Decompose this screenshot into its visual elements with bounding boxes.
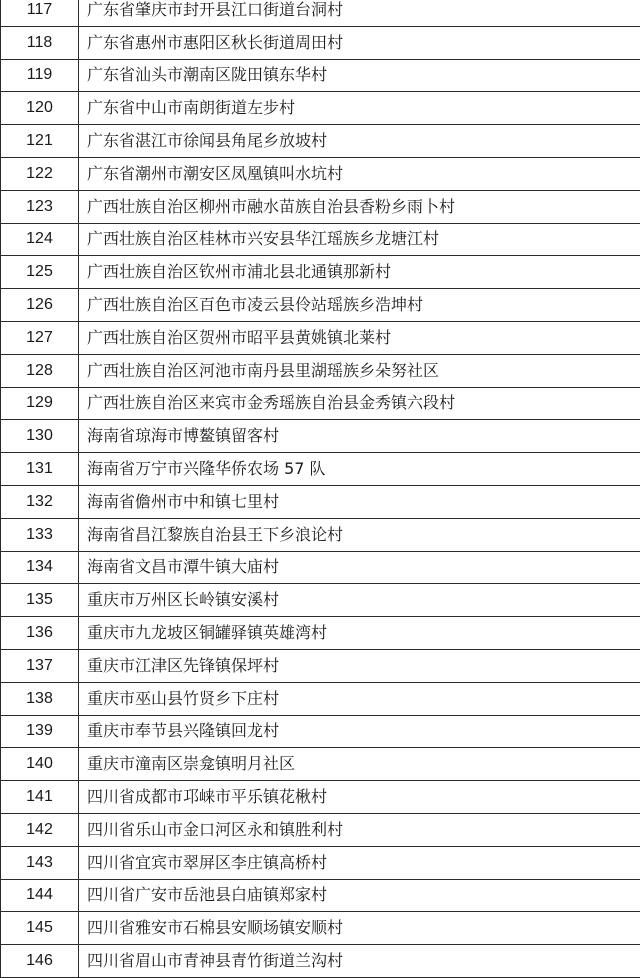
table-row [1,157,640,190]
row-number: 138 [1,682,79,715]
table-row [1,551,640,584]
table-row [1,682,640,715]
village-name: 重庆市奉节县兴隆镇回龙村 [79,715,640,748]
village-name: 重庆市江津区先锋镇保坪村 [79,649,640,682]
village-name: 广西壮族自治区来宾市金秀瑶族自治县金秀镇六段村 [79,387,640,420]
row-number: 122 [1,157,79,190]
row-number: 144 [1,879,79,912]
row-number: 141 [1,781,79,814]
table-row [1,420,640,453]
table-row [1,715,640,748]
row-number: 128 [1,354,79,387]
table-row [1,59,640,92]
village-name: 四川省雅安市石棉县安顺场镇安顺村 [79,912,640,945]
village-name: 四川省乐山市金口河区永和镇胜利村 [79,813,640,846]
table-row [1,912,640,945]
row-number: 142 [1,813,79,846]
village-name: 四川省广安市岳池县白庙镇郑家村 [79,879,640,912]
row-number: 137 [1,649,79,682]
village-name: 广西壮族自治区柳州市融水苗族自治县香粉乡雨卜村 [79,190,640,223]
table-row [1,846,640,879]
village-name: 广西壮族自治区贺州市昭平县黄姚镇北莱村 [79,321,640,354]
row-number: 120 [1,92,79,125]
table-row [1,223,640,256]
village-name: 海南省昌江黎族自治县王下乡浪论村 [79,518,640,551]
table-row [1,518,640,551]
row-number: 132 [1,485,79,518]
row-number: 126 [1,289,79,322]
row-number: 117 [1,0,79,26]
table-row [1,256,640,289]
row-number: 131 [1,453,79,486]
village-name: 四川省眉山市青神县青竹街道兰沟村 [79,945,640,978]
row-number: 140 [1,748,79,781]
table-row [1,485,640,518]
table-row [1,879,640,912]
village-name: 重庆市巫山县竹贤乡下庄村 [79,682,640,715]
table-row [1,584,640,617]
village-name: 海南省儋州市中和镇七里村 [79,485,640,518]
village-name: 广东省汕头市潮南区陇田镇东华村 [79,59,640,92]
row-number: 119 [1,59,79,92]
row-number: 143 [1,846,79,879]
row-number: 127 [1,321,79,354]
row-number: 118 [1,26,79,59]
table-row [1,26,640,59]
row-number: 145 [1,912,79,945]
village-name: 重庆市九龙坡区铜罐驿镇英雄湾村 [79,617,640,650]
row-number: 133 [1,518,79,551]
village-name: 广东省中山市南朗街道左步村 [79,92,640,125]
row-number: 146 [1,945,79,978]
village-name: 广西壮族自治区河池市南丹县里湖瑶族乡朵努社区 [79,354,640,387]
village-name: 四川省宜宾市翠屏区李庄镇高桥村 [79,846,640,879]
village-name: 广东省惠州市惠阳区秋长街道周田村 [79,26,640,59]
row-number: 121 [1,125,79,158]
village-name: 海南省文昌市潭牛镇大庙村 [79,551,640,584]
table-row [1,617,640,650]
village-name: 广东省肇庆市封开县江口街道台洞村 [79,0,640,26]
row-number: 123 [1,190,79,223]
table-row [1,748,640,781]
village-name: 广东省湛江市徐闻县角尾乡放坡村 [79,125,640,158]
village-name: 广西壮族自治区钦州市浦北县北通镇那新村 [79,256,640,289]
row-number: 124 [1,223,79,256]
table-row [1,354,640,387]
village-name: 广西壮族自治区百色市凌云县伶站瑶族乡浩坤村 [79,289,640,322]
row-number: 136 [1,617,79,650]
table-row [1,649,640,682]
table-row [1,190,640,223]
village-name: 海南省琼海市博鳌镇留客村 [79,420,640,453]
table-row [1,945,640,978]
row-number: 134 [1,551,79,584]
village-name: 海南省万宁市兴隆华侨农场 57 队 [79,453,640,486]
row-number: 125 [1,256,79,289]
table-row [1,387,640,420]
table-row [1,813,640,846]
table-row [1,0,640,26]
village-name: 广东省潮州市潮安区凤凰镇叫水坑村 [79,157,640,190]
table-row [1,289,640,322]
row-number: 130 [1,420,79,453]
table-row [1,125,640,158]
village-name: 广西壮族自治区桂林市兴安县华江瑶族乡龙塘江村 [79,223,640,256]
table-row [1,453,640,486]
village-name: 重庆市潼南区崇龛镇明月社区 [79,748,640,781]
village-name: 重庆市万州区长岭镇安溪村 [79,584,640,617]
table-body [1,0,640,977]
table-row [1,781,640,814]
row-number: 139 [1,715,79,748]
table-row [1,321,640,354]
table-row [1,92,640,125]
village-name: 四川省成都市邛崃市平乐镇花楸村 [79,781,640,814]
row-number: 129 [1,387,79,420]
row-number: 135 [1,584,79,617]
